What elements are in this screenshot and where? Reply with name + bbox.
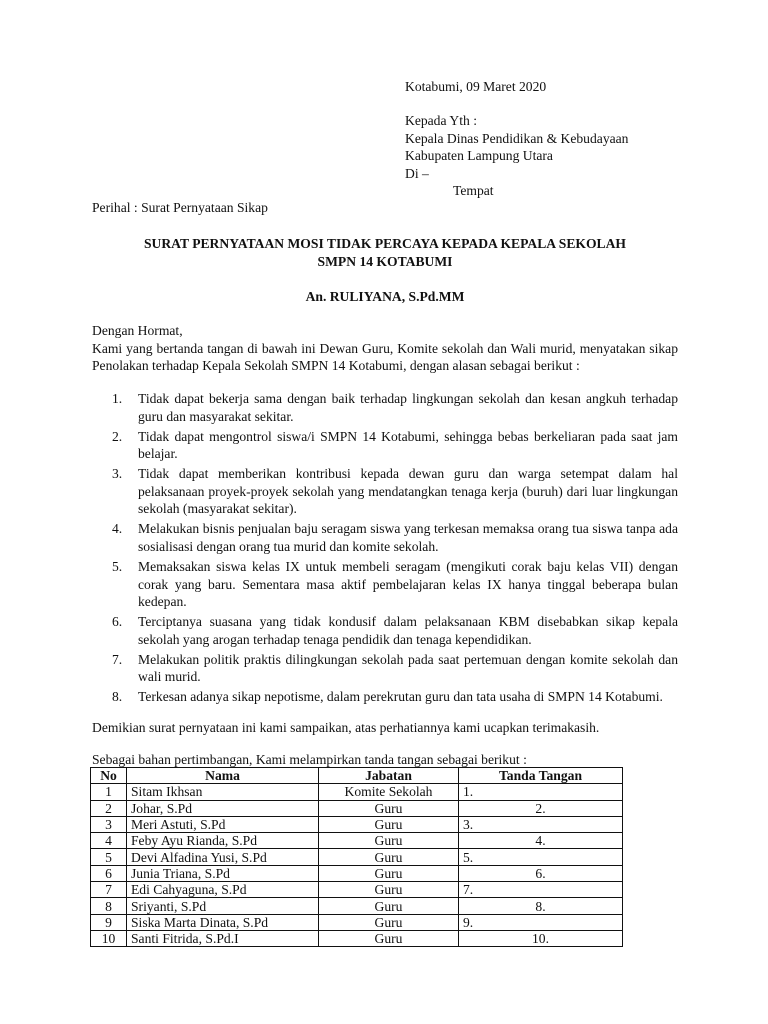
cell-no: 8	[91, 898, 127, 914]
cell-position: Guru	[319, 849, 459, 865]
recipient-line-1: Kepala Dinas Pendidikan & Kebudayaan	[405, 130, 629, 146]
cell-signature: 4.	[459, 833, 623, 849]
reason-item	[92, 688, 678, 706]
signature-table	[90, 767, 623, 947]
cell-no: 3	[91, 816, 127, 832]
reason-item	[92, 613, 678, 648]
cell-name: Feby Ayu Rianda, S.Pd	[127, 833, 319, 849]
cell-name: Junia Triana, S.Pd	[127, 865, 319, 881]
reason-number: 6.	[112, 614, 123, 630]
cell-no: 4	[91, 833, 127, 849]
cell-name: Santi Fitrida, S.Pd.I	[127, 930, 319, 946]
reason-item	[92, 465, 678, 518]
cell-signature: 6.	[459, 865, 623, 881]
reason-number: 4.	[112, 521, 123, 537]
attachment-intro: Sebagai bahan pertimbangan, Kami melampirkan tanda tangan sebagai berikut :	[92, 752, 527, 767]
reason-text: Melakukan politik praktis dilingkungan sekolah pada saat pertemuan dengan komite sekolah dan wali murid.	[138, 651, 678, 685]
reason-item	[92, 390, 678, 425]
reasons-list	[92, 390, 678, 708]
table-row	[91, 930, 623, 946]
letter-intro: Kami yang bertanda tangan di bawah ini Dewan Guru, Komite sekolah dan Wali murid, menyatakan sikap Penolakan terhadap Kepala Sekolah SMPN 14 Kotabumi, dengan alasan sebagai berikut :	[92, 340, 678, 374]
letter-subject: Perihal : Surat Pernyataan Sikap	[92, 200, 268, 215]
reason-number: 5.	[112, 558, 123, 574]
table-row	[91, 800, 623, 816]
cell-no: 10	[91, 930, 127, 946]
recipient-line-2: Kabupaten Lampung Utara	[405, 148, 553, 164]
letter-closing: Demikian surat pernyataan ini kami sampaikan, atas perhatiannya kami ucapkan terimakasih.	[92, 720, 600, 735]
reason-number: 3.	[112, 466, 123, 482]
cell-position: Guru	[319, 865, 459, 881]
col-header-position: Jabatan	[319, 768, 459, 784]
cell-signature: 9.	[459, 914, 623, 930]
reason-text: Tidak dapat bekerja sama dengan baik terhadap lingkungan sekolah dan kesan angkuh terhadap guru dan masyarakat sekitar.	[138, 391, 678, 424]
table-row	[91, 914, 623, 930]
reason-item	[92, 651, 678, 686]
cell-signature: 5.	[459, 849, 623, 865]
cell-position: Guru	[319, 800, 459, 816]
cell-signature: 10.	[459, 930, 623, 946]
reason-item	[92, 520, 678, 555]
col-header-signature: Tanda Tangan	[459, 768, 623, 784]
reason-text: Memaksakan siswa kelas IX untuk membeli seragam (mengikuti corak baju kelas VII) dengan corak yang baru. Sementara masa aktif pembelajaran kelas IX hanya tinggal beberapa bulan kedepan.	[138, 558, 678, 610]
cell-position: Guru	[319, 882, 459, 898]
reason-item	[92, 428, 678, 463]
recipient-place: Tempat	[453, 183, 494, 199]
table-row	[91, 784, 623, 800]
cell-position: Guru	[319, 816, 459, 832]
cell-position: Guru	[319, 914, 459, 930]
cell-position: Guru	[319, 833, 459, 849]
cell-position: Guru	[319, 898, 459, 914]
cell-name: Siska Marta Dinata, S.Pd	[127, 914, 319, 930]
cell-no: 2	[91, 800, 127, 816]
letter-intro-block	[92, 322, 678, 375]
letter-title-line-1: SURAT PERNYATAAN MOSI TIDAK PERCAYA KEPADA KEPALA SEKOLAH	[143, 236, 627, 251]
reason-text: Tidak dapat mengontrol siswa/i SMPN 14 Kotabumi, sehingga bebas berkeliaran pada saat jam belajar.	[138, 428, 678, 462]
cell-no: 7	[91, 882, 127, 898]
col-header-name: Nama	[127, 768, 319, 784]
table-row	[91, 882, 623, 898]
cell-no: 5	[91, 849, 127, 865]
table-header-row	[91, 768, 623, 784]
reason-text: Terciptanya suasana yang tidak kondusif dalam pelaksanaan KBM disebabkan sikap kepala sekolah yang arogan terhadap tenaga pendidik dan tenaga kependidikan.	[138, 614, 678, 647]
reason-number: 2.	[112, 428, 123, 444]
cell-signature: 1.	[459, 784, 623, 800]
reason-number: 1.	[112, 391, 123, 406]
table-row	[91, 865, 623, 881]
recipient-block	[405, 112, 628, 200]
letter-greeting: Dengan Hormat,	[92, 323, 183, 338]
cell-position: Komite Sekolah	[319, 784, 459, 800]
cell-no: 9	[91, 914, 127, 930]
reason-text: Terkesan adanya sikap nepotisme, dalam perekrutan guru dan tata usaha di SMPN 14 Kotabumi.	[138, 689, 663, 705]
recipient-salutation: Kepada Yth :	[405, 113, 477, 128]
letter-date: Kotabumi, 09 Maret 2020	[405, 79, 547, 94]
cell-name: Sitam Ikhsan	[127, 784, 319, 800]
table-row	[91, 816, 623, 832]
table-row	[91, 849, 623, 865]
reason-number: 8.	[112, 689, 123, 705]
table-row	[91, 833, 623, 849]
reason-number: 7.	[112, 651, 123, 667]
cell-no: 6	[91, 865, 127, 881]
cell-name: Devi Alfadina Yusi, S.Pd	[127, 849, 319, 865]
cell-signature: 2.	[459, 800, 623, 816]
reason-text: Tidak dapat memberikan kontribusi kepada dewan guru dan warga setempat dalam hal pelaksanaan proyek-proyek sekolah yang mendatangkan tenaga kerja (buruh) dari luar lingkungan sekolah (masyarakat sekitar).	[138, 466, 678, 517]
recipient-line-3: Di –	[405, 165, 429, 181]
letter-addressee: An. RULIYANA, S.Pd.MM	[305, 289, 465, 304]
cell-no: 1	[91, 784, 127, 800]
cell-name: Edi Cahyaguna, S.Pd	[127, 882, 319, 898]
col-header-no: No	[91, 768, 127, 784]
cell-position: Guru	[319, 930, 459, 946]
cell-name: Meri Astuti, S.Pd	[127, 816, 319, 832]
cell-name: Sriyanti, S.Pd	[127, 898, 319, 914]
letter-title-line-2: SMPN 14 KOTABUMI	[317, 254, 453, 269]
cell-signature: 7.	[459, 882, 623, 898]
cell-name: Johar, S.Pd	[127, 800, 319, 816]
cell-signature: 8.	[459, 898, 623, 914]
cell-signature: 3.	[459, 816, 623, 832]
reason-text: Melakukan bisnis penjualan baju seragam siswa yang terkesan memaksa orang tua siswa tanpa ada sosialisasi dengan orang tua murid dan komite sekolah.	[138, 521, 678, 554]
table-row	[91, 898, 623, 914]
reason-item	[92, 558, 678, 611]
